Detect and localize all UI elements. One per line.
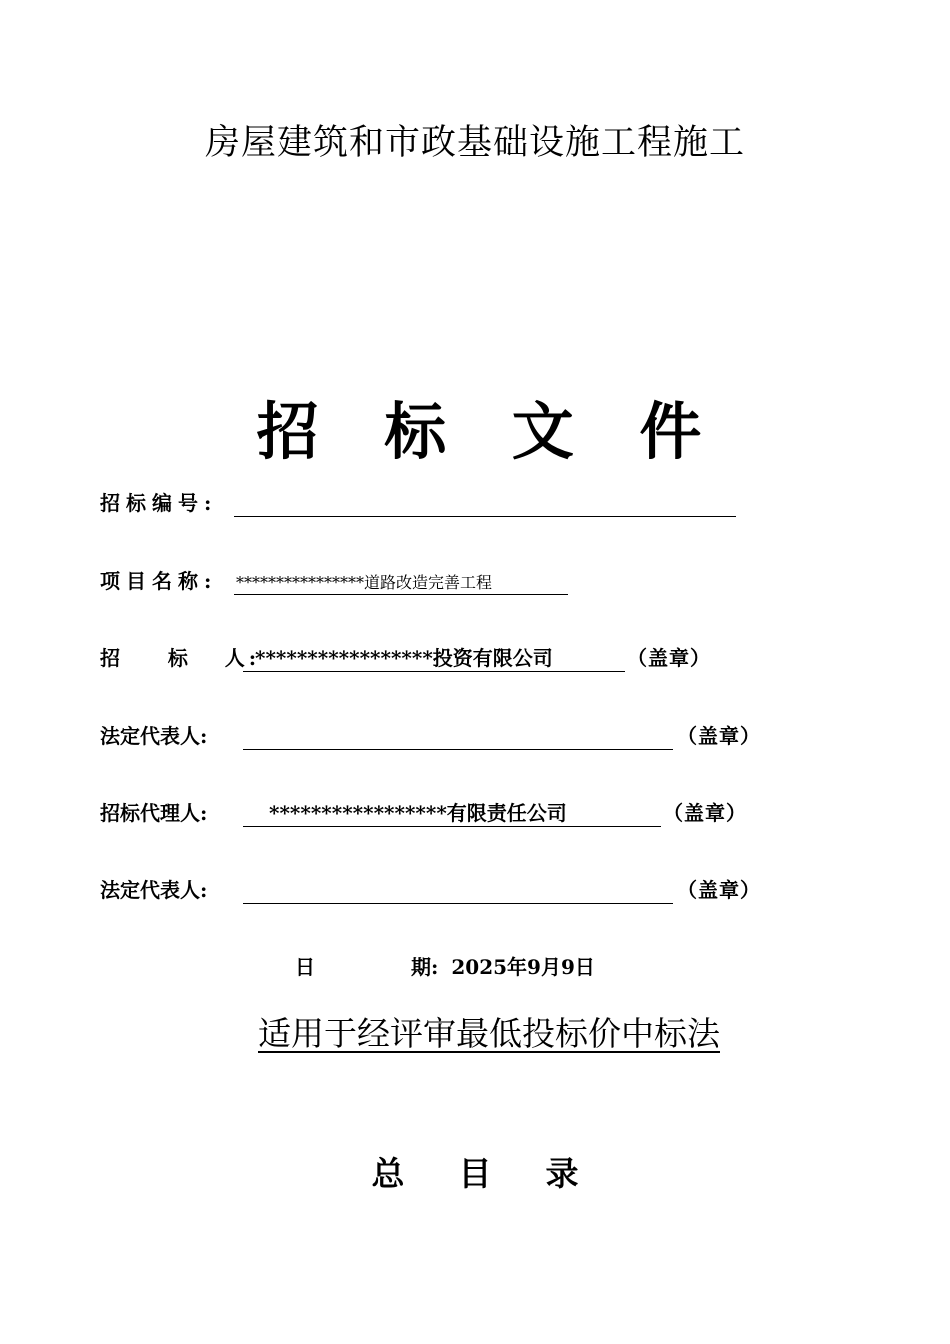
date-row [295,952,655,982]
field-label: 招 标 人: [100,646,261,670]
field-label: 法定代表人: [100,878,208,902]
seal-mark: （盖章） [663,801,747,825]
bid-number-field[interactable] [234,488,736,517]
field-label: 招标代理人: [100,801,208,825]
legal-rep-1-field[interactable] [243,721,673,750]
field-legal-rep-1 [100,719,780,753]
legal-rep-2-field[interactable] [243,875,673,904]
document-subtitle: 房屋建筑和市政基础设施工程施工 [204,123,745,163]
date-value: 2025年9月9日 [451,955,595,979]
tenderer-field[interactable]: *****************投资有限公司 [243,643,625,672]
field-label: 法定代表人: [100,724,208,748]
field-project-name [100,564,600,598]
agent-field[interactable]: *****************有限责任公司 [243,798,661,827]
field-label: 项目名称: [100,569,218,593]
field-bid-number [100,486,750,520]
field-label: 招标编号: [100,491,218,515]
project-name-field[interactable]: ****************道路改造完善工程 [234,566,568,595]
seal-mark: （盖章） [677,724,761,748]
seal-mark: （盖章） [677,878,761,902]
document-title: 招 标 文 件 [256,395,724,468]
seal-mark: （盖章） [627,646,711,670]
date-label-right: 期: 2025年9月9日 [411,955,595,979]
field-tenderer [100,641,740,675]
field-legal-rep-2 [100,873,780,907]
field-agent [100,796,770,830]
evaluation-method: 适用于经评审最低投标价中标法 [258,1014,720,1053]
table-of-contents-heading: 总 目 录 [371,1154,579,1193]
date-label-left: 日 [295,955,315,979]
